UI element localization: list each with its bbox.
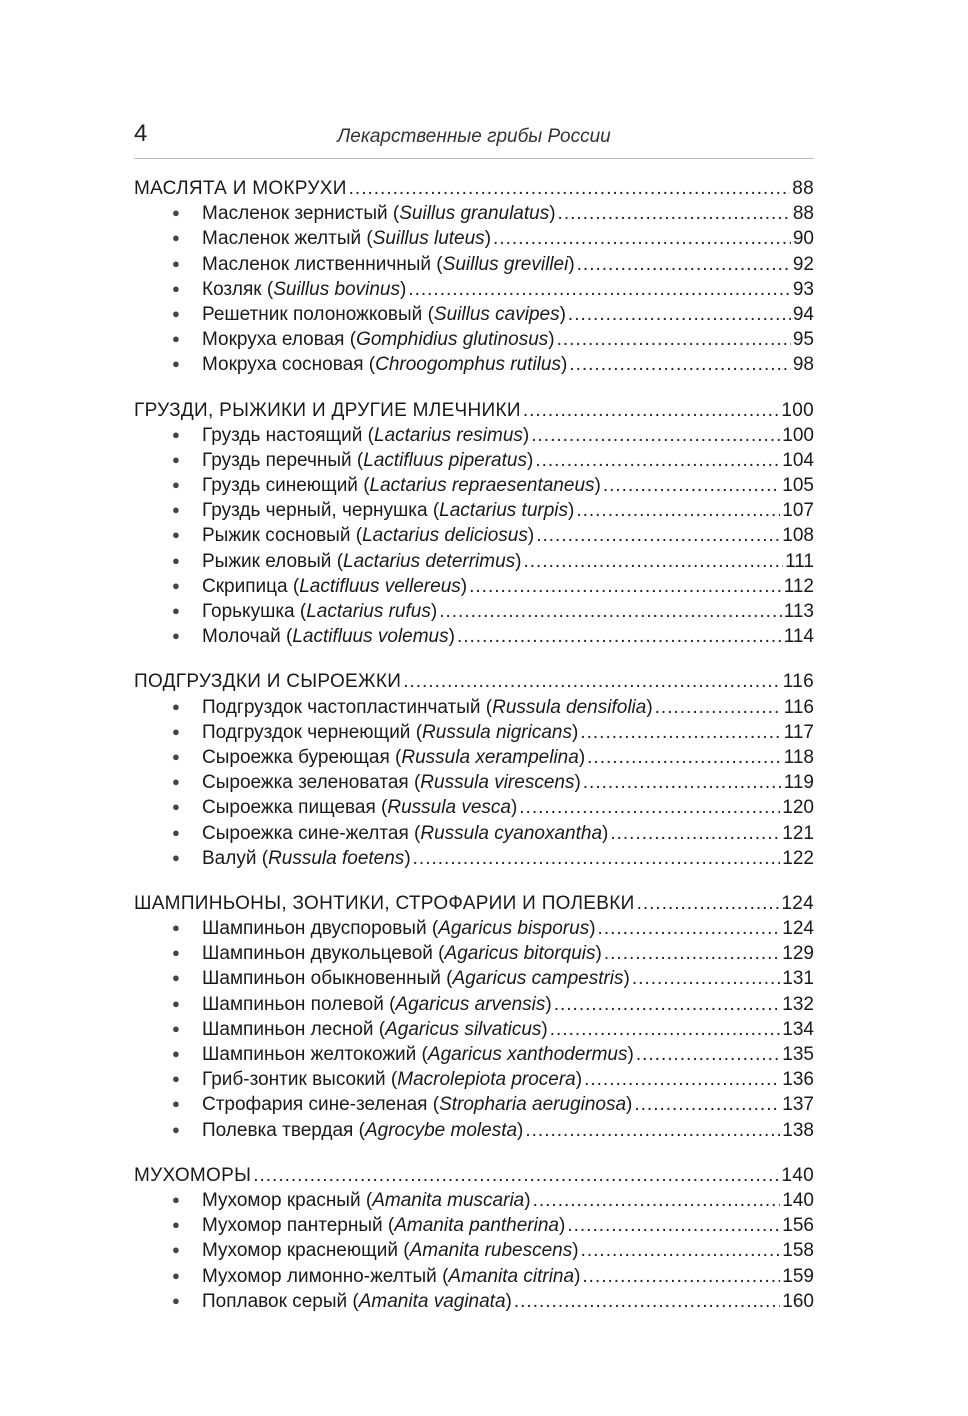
entry-latin-name: Suillus granulatus — [399, 203, 550, 225]
entry-label: Полевка твердая (Agrocybe molesta) — [202, 1119, 524, 1141]
section-page-number: 88 — [792, 178, 814, 199]
toc-entry[interactable] — [134, 966, 814, 991]
entry-label: Горькушка (Lactarius rufus) — [202, 601, 438, 622]
entry-page-number: 98 — [792, 354, 814, 376]
entry-page-number: 160 — [782, 1290, 814, 1312]
bullet-icon: ● — [172, 1096, 180, 1112]
entry-label: Мухомор лимонно-желтый (Amanita citrina) — [202, 1265, 581, 1287]
toc-entry[interactable] — [134, 352, 814, 377]
entry-latin-name: Russula foetens — [268, 847, 405, 869]
section-page-number: 116 — [782, 671, 814, 693]
page-header — [134, 118, 814, 159]
entry-label: Шампиньон двукольцевой (Agaricus bitorquis) — [202, 943, 602, 965]
entry-latin-name: Agrocybe molesta — [364, 1119, 518, 1141]
entry-page-number: 131 — [782, 968, 814, 990]
section-page-number: 140 — [781, 1164, 814, 1186]
entry-latin-name: Lactifluus volemus — [292, 626, 449, 648]
dot-leader — [403, 669, 781, 694]
bullet-icon: ● — [172, 255, 180, 271]
entry-page-number: 136 — [782, 1069, 814, 1091]
entry-name: Шампиньон двукольцевой — [202, 943, 433, 965]
dot-leader — [632, 966, 780, 991]
entry-name: Валуй — [202, 847, 257, 869]
entry-latin-name: Amanita muscaria — [372, 1189, 525, 1211]
toc-entry[interactable] — [134, 1264, 814, 1289]
dot-leader — [577, 252, 791, 277]
bullet-icon: ● — [172, 1020, 180, 1036]
entry-latin-name: Lactarius resimus — [374, 424, 523, 446]
toc-entry[interactable] — [134, 992, 814, 1017]
entry-page-number: 138 — [782, 1119, 814, 1141]
entry-label: Строфария сине-зеленая (Stropharia aeruginosa) — [202, 1094, 633, 1116]
toc-entry[interactable] — [134, 1213, 814, 1238]
dot-leader — [603, 473, 780, 498]
entry-name: Мокруха еловая — [202, 329, 345, 351]
entry-latin-name: Lactarius rufus — [306, 601, 431, 622]
entry-page-number: 132 — [782, 993, 814, 1015]
entry-label: Рыжик сосновый (Lactarius deliciosus) — [202, 525, 535, 547]
bullet-icon: ● — [172, 945, 180, 961]
bullet-icon: ● — [172, 205, 180, 221]
toc-entry[interactable] — [134, 201, 814, 226]
bullet-icon: ● — [172, 920, 180, 936]
entry-label: Шампиньон желтокожий (Agaricus xanthodermus) — [202, 1044, 634, 1065]
bullet-icon: ● — [172, 527, 180, 543]
toc-entry[interactable] — [134, 695, 814, 720]
entry-name: Сыроежка пищевая — [202, 797, 376, 819]
entry-name: Мухомор красный — [202, 1189, 361, 1211]
toc-entry[interactable] — [134, 1067, 814, 1092]
entry-name: Груздь перечный — [202, 449, 352, 471]
entry-name: Сыроежка буреющая — [202, 746, 390, 768]
toc-entry[interactable] — [134, 720, 814, 745]
bullet-icon: ● — [172, 1071, 180, 1087]
bullet-icon: ● — [172, 230, 180, 246]
dot-leader — [519, 795, 780, 820]
entry-label: Шампиньон двуспоровый (Agaricus bisporus) — [202, 918, 596, 940]
entry-latin-name: Russula densifolia — [492, 696, 647, 718]
entry-page-number: 159 — [782, 1265, 814, 1287]
dot-leader — [587, 745, 782, 770]
dot-leader — [469, 574, 782, 599]
section-title: ПОДГРУЗДКИ И СЫРОЕЖКИ — [134, 671, 402, 693]
bullet-icon: ● — [172, 970, 180, 986]
toc-section — [134, 176, 814, 378]
toc-entry[interactable] — [134, 599, 814, 624]
toc-entry[interactable] — [134, 423, 814, 448]
bullet-icon: ● — [172, 331, 180, 347]
entry-label: Сыроежка буреющая (Russula xerampelina) — [202, 746, 586, 768]
section-heading[interactable] — [134, 669, 814, 694]
dot-leader — [604, 941, 780, 966]
entry-latin-name: Amanita citrina — [448, 1265, 575, 1287]
entry-label: Мухомор краснеющий (Amanita rubescens) — [202, 1240, 579, 1262]
toc-entry[interactable] — [134, 941, 814, 966]
dot-leader — [536, 523, 780, 548]
page-number: 4 — [134, 120, 148, 147]
entry-page-number: 124 — [782, 918, 814, 940]
dot-leader — [558, 201, 791, 226]
dot-leader — [550, 1017, 781, 1042]
bullet-icon: ● — [172, 723, 180, 739]
bullet-icon: ● — [172, 1267, 180, 1283]
entry-label: Мухомор пантерный (Amanita pantherina) — [202, 1215, 566, 1237]
running-title: Лекарственные грибы России — [337, 126, 611, 147]
entry-name: Гриб-зонтик высокий — [202, 1069, 386, 1091]
toc-entry[interactable] — [134, 327, 814, 352]
entry-name: Масленок желтый — [202, 228, 362, 250]
entry-page-number: 118 — [783, 746, 814, 768]
toc-entry[interactable] — [134, 549, 814, 574]
entry-label: Мухомор красный (Amanita muscaria) — [202, 1189, 531, 1211]
entry-name: Мухомор лимонно-желтый — [202, 1265, 437, 1287]
entry-name: Груздь настоящий — [202, 424, 363, 446]
entry-label: Шампиньон полевой (Agaricus arvensis) — [202, 993, 552, 1015]
dot-leader — [535, 448, 780, 473]
entry-latin-name: Suillus cavipes — [433, 303, 560, 325]
entry-name: Шампиньон лесной — [202, 1018, 374, 1040]
toc-entry[interactable] — [134, 1289, 814, 1314]
entry-latin-name: Suillus luteus — [372, 228, 485, 250]
entry-latin-name: Suillus bovinus — [273, 278, 400, 300]
entry-latin-name: Lactarius deterrimus — [343, 550, 516, 572]
entry-page-number: 108 — [782, 525, 814, 547]
dot-leader — [580, 720, 781, 745]
toc-section — [134, 891, 814, 1143]
entry-page-number: 92 — [792, 253, 814, 275]
dot-leader — [533, 1188, 781, 1213]
entry-name: Подгруздок частопластинчатый — [202, 696, 481, 718]
section-title: МАСЛЯТА И МОКРУХИ — [134, 178, 347, 199]
entry-page-number: 122 — [782, 847, 814, 869]
bullet-icon: ● — [172, 995, 180, 1011]
bullet-icon: ● — [172, 451, 180, 467]
entry-label: Подгруздок чернеющий (Russula nigricans) — [202, 721, 579, 743]
entry-label: Шампиньон лесной (Agaricus silvaticus) — [202, 1018, 548, 1040]
entry-latin-name: Russula virescens — [420, 772, 575, 794]
bullet-icon: ● — [172, 577, 180, 593]
entry-latin-name: Stropharia aeruginosa — [439, 1094, 627, 1116]
entry-latin-name: Amanita vaginata — [358, 1290, 506, 1312]
bullet-icon: ● — [172, 356, 180, 372]
dot-leader — [253, 1163, 779, 1188]
entry-latin-name: Lactarius turpis — [439, 500, 569, 522]
entry-label: Сыроежка пищевая (Russula vesca) — [202, 797, 518, 819]
entry-page-number: 129 — [782, 943, 814, 965]
bullet-icon: ● — [172, 1217, 180, 1233]
toc-section — [134, 398, 814, 650]
entry-latin-name: Amanita rubescens — [409, 1240, 573, 1262]
dot-leader — [531, 423, 780, 448]
toc-entry[interactable] — [134, 624, 814, 649]
entry-page-number: 114 — [783, 626, 814, 648]
toc-section — [134, 1163, 814, 1314]
bullet-icon: ● — [172, 477, 180, 493]
entry-name: Сыроежка зеленоватая — [202, 772, 409, 794]
entry-latin-name: Amanita pantherina — [394, 1215, 559, 1237]
bullet-icon: ● — [172, 698, 180, 714]
toc-entry[interactable] — [134, 846, 814, 871]
entry-name: Груздь синеющий — [202, 475, 358, 497]
entry-name: Шампиньон полевой — [202, 993, 384, 1015]
entry-page-number: 137 — [782, 1094, 814, 1116]
dot-leader — [610, 821, 780, 846]
entry-label: Сыроежка сине-желтая (Russula cyanoxantha) — [202, 822, 609, 844]
dot-leader — [525, 1118, 780, 1143]
entry-latin-name: Lactifluus vellereus — [299, 575, 461, 597]
entry-label: Сыроежка зеленоватая (Russula virescens) — [202, 772, 581, 794]
section-page-number: 100 — [781, 399, 814, 421]
dot-leader — [557, 327, 791, 352]
bullet-icon: ● — [172, 774, 180, 790]
toc-entry[interactable] — [134, 574, 814, 599]
dot-leader — [655, 695, 782, 720]
entry-page-number: 90 — [792, 228, 814, 250]
entry-page-number: 112 — [783, 575, 814, 597]
bullet-icon: ● — [172, 603, 180, 618]
dot-leader — [349, 176, 791, 201]
entry-page-number: 134 — [782, 1018, 814, 1040]
toc-entry[interactable] — [134, 1042, 814, 1067]
bullet-icon: ● — [172, 1242, 180, 1258]
entry-label: Груздь перечный (Lactifluus piperatus) — [202, 449, 534, 471]
entry-name: Груздь черный, чернушка — [202, 500, 428, 522]
dot-leader — [523, 398, 780, 423]
entry-latin-name: Gomphidius glutinosus — [356, 329, 549, 351]
entry-latin-name: Agaricus silvaticus — [385, 1018, 542, 1040]
entry-name: Сыроежка сине-желтая — [202, 822, 409, 844]
entry-page-number: 111 — [785, 550, 814, 572]
entry-label: Валуй (Russula foetens) — [202, 847, 411, 869]
entry-label: Мокруха сосновая (Chroogomphus rutilus) — [202, 354, 568, 376]
entry-name: Скрипица — [202, 575, 288, 597]
entry-label: Скрипица (Lactifluus vellereus) — [202, 575, 468, 597]
entry-name: Мухомор пантерный — [202, 1215, 383, 1237]
section-page-number: 124 — [781, 892, 814, 914]
entry-label: Шампиньон обыкновенный (Agaricus campestris) — [202, 968, 630, 990]
entry-label: Гриб-зонтик высокий (Macrolepiota procera) — [202, 1069, 583, 1091]
toc-entry[interactable] — [134, 821, 814, 846]
entry-label: Мокруха еловая (Gomphidius glutinosus) — [202, 329, 555, 351]
bullet-icon: ● — [172, 305, 180, 321]
bullet-icon: ● — [172, 1046, 180, 1061]
bullet-icon: ● — [172, 552, 180, 568]
section-heading[interactable] — [134, 1163, 814, 1188]
toc-entry[interactable] — [134, 1118, 814, 1143]
dot-leader — [636, 1042, 780, 1067]
entry-latin-name: Chroogomphus rutilus — [375, 354, 561, 376]
toc-entry[interactable] — [134, 226, 814, 251]
entry-name: Рыжик сосновый — [202, 525, 351, 547]
toc-entry[interactable] — [134, 770, 814, 795]
entry-latin-name: Agaricus arvensis — [395, 993, 546, 1015]
bullet-icon: ● — [172, 799, 180, 815]
bullet-icon: ● — [172, 426, 180, 442]
section-title: МУХОМОРЫ — [134, 1164, 252, 1186]
dot-leader — [413, 846, 781, 871]
entry-label: Масленок желтый (Suillus luteus) — [202, 228, 492, 250]
entry-label: Груздь настоящий (Lactarius resimus) — [202, 424, 530, 446]
section-title: ШАМПИНЬОНЫ, ЗОНТИКИ, СТРОФАРИИ И ПОЛЕВКИ — [134, 892, 635, 914]
entry-label: Масленок лиственничный (Suillus grevillei) — [202, 253, 575, 275]
entry-page-number: 107 — [782, 500, 814, 522]
entry-page-number: 93 — [792, 278, 814, 300]
entry-page-number: 140 — [782, 1189, 814, 1211]
entry-page-number: 120 — [782, 797, 814, 819]
entry-latin-name: Russula xerampelina — [401, 746, 579, 768]
toc-entry[interactable] — [134, 1238, 814, 1263]
dot-leader — [568, 302, 791, 327]
toc-entry[interactable] — [134, 473, 814, 498]
toc-entry[interactable] — [134, 1017, 814, 1042]
entry-name: Молочай — [202, 626, 281, 648]
entry-page-number: 117 — [783, 721, 814, 743]
dot-leader — [408, 277, 791, 302]
dot-leader — [598, 916, 781, 941]
toc-entry[interactable] — [134, 1188, 814, 1213]
bullet-icon: ● — [172, 1121, 180, 1137]
dot-leader — [581, 1238, 781, 1263]
entry-name: Мухомор краснеющий — [202, 1240, 398, 1262]
entry-page-number: 135 — [782, 1044, 814, 1065]
bullet-icon: ● — [172, 849, 180, 865]
entry-page-number: 100 — [782, 424, 814, 446]
bullet-icon: ● — [172, 1191, 180, 1207]
entry-latin-name: Macrolepiota procera — [397, 1069, 576, 1091]
dot-leader — [567, 1213, 780, 1238]
entry-page-number: 119 — [783, 772, 814, 794]
entry-name: Шампиньон обыкновенный — [202, 968, 441, 990]
entry-latin-name: Lactifluus piperatus — [363, 449, 527, 471]
entry-page-number: 156 — [782, 1215, 814, 1237]
toc-entry[interactable] — [134, 498, 814, 523]
entry-page-number: 94 — [792, 303, 814, 325]
entry-name: Масленок зернистый — [202, 203, 388, 225]
entry-page-number: 116 — [783, 696, 814, 718]
entry-latin-name: Russula nigricans — [422, 721, 572, 743]
entry-page-number: 113 — [783, 601, 814, 622]
toc-entry[interactable] — [134, 916, 814, 941]
dot-leader — [584, 1067, 780, 1092]
bullet-icon: ● — [172, 824, 180, 840]
dot-leader — [554, 992, 781, 1017]
toc-entry[interactable] — [134, 252, 814, 277]
entry-page-number: 88 — [792, 203, 814, 225]
toc-entry[interactable] — [134, 745, 814, 770]
bullet-icon: ● — [172, 628, 180, 644]
section-heading[interactable] — [134, 891, 814, 916]
entry-label: Поплавок серый (Amanita vaginata) — [202, 1290, 512, 1312]
entry-label: Молочай (Lactifluus volemus) — [202, 626, 455, 648]
entry-name: Мокруха сосновая — [202, 354, 364, 376]
entry-page-number: 121 — [782, 822, 814, 844]
bullet-icon: ● — [172, 280, 180, 296]
toc-entry[interactable] — [134, 795, 814, 820]
bullet-icon: ● — [172, 748, 180, 764]
entry-name: Шампиньон двуспоровый — [202, 918, 427, 940]
entry-latin-name: Russula cyanoxantha — [420, 822, 603, 844]
dot-leader — [569, 352, 791, 377]
entry-name: Козляк — [202, 278, 262, 300]
toc-entry[interactable] — [134, 302, 814, 327]
dot-leader — [493, 226, 791, 251]
toc-section — [134, 669, 814, 871]
entry-name: Строфария сине-зеленая — [202, 1094, 428, 1116]
entry-page-number: 105 — [782, 475, 814, 497]
entry-label: Масленок зернистый (Suillus granulatus) — [202, 203, 556, 225]
entry-latin-name: Suillus grevillei — [442, 253, 569, 275]
table-of-contents — [134, 176, 814, 1334]
entry-label: Рыжик еловый (Lactarius deterrimus) — [202, 550, 522, 572]
entry-latin-name: Agaricus bitorquis — [444, 943, 596, 965]
entry-latin-name: Lactarius deliciosus — [362, 525, 528, 547]
dot-leader — [637, 891, 780, 916]
entry-name: Шампиньон желтокожий — [202, 1044, 417, 1065]
entry-name: Подгруздок чернеющий — [202, 721, 411, 743]
entry-label: Груздь синеющий (Lactarius repraesentaneus) — [202, 475, 601, 497]
dot-leader — [582, 1264, 780, 1289]
entry-name: Рыжик еловый — [202, 550, 332, 572]
entry-label: Подгруздок частопластинчатый (Russula densifolia) — [202, 696, 653, 718]
section-heading[interactable] — [134, 176, 814, 201]
entry-name: Горькушка — [202, 601, 295, 622]
toc-entry[interactable] — [134, 448, 814, 473]
entry-page-number: 158 — [782, 1240, 814, 1262]
entry-label: Козляк (Suillus bovinus) — [202, 278, 407, 300]
entry-latin-name: Russula vesca — [387, 797, 511, 819]
entry-name: Полевка твердая — [202, 1119, 354, 1141]
dot-leader — [439, 599, 782, 624]
entry-latin-name: Agaricus xanthodermus — [427, 1044, 628, 1065]
entry-label: Груздь черный, чернушка (Lactarius turpis) — [202, 500, 575, 522]
dot-leader — [583, 770, 782, 795]
section-heading[interactable] — [134, 398, 814, 423]
entry-name: Решетник полоножковый — [202, 303, 423, 325]
dot-leader — [523, 549, 783, 574]
entry-name: Поплавок серый — [202, 1290, 348, 1312]
bullet-icon: ● — [172, 502, 180, 518]
toc-entry[interactable] — [134, 277, 814, 302]
section-title: ГРУЗДИ, РЫЖИКИ И ДРУГИЕ МЛЕЧНИКИ — [134, 399, 521, 421]
toc-entry[interactable] — [134, 1092, 814, 1117]
dot-leader — [634, 1092, 780, 1117]
entry-name: Масленок лиственничный — [202, 253, 432, 275]
entry-label: Решетник полоножковый (Suillus cavipes) — [202, 303, 566, 325]
dot-leader — [514, 1289, 780, 1314]
dot-leader — [457, 624, 782, 649]
toc-entry[interactable] — [134, 523, 814, 548]
dot-leader — [576, 498, 780, 523]
entry-page-number: 95 — [792, 329, 814, 351]
entry-latin-name: Agaricus bisporus — [438, 918, 590, 940]
bullet-icon: ● — [172, 1292, 180, 1308]
entry-latin-name: Lactarius repraesentaneus — [369, 475, 595, 497]
entry-latin-name: Agaricus campestris — [452, 968, 624, 990]
entry-page-number: 104 — [782, 449, 814, 471]
